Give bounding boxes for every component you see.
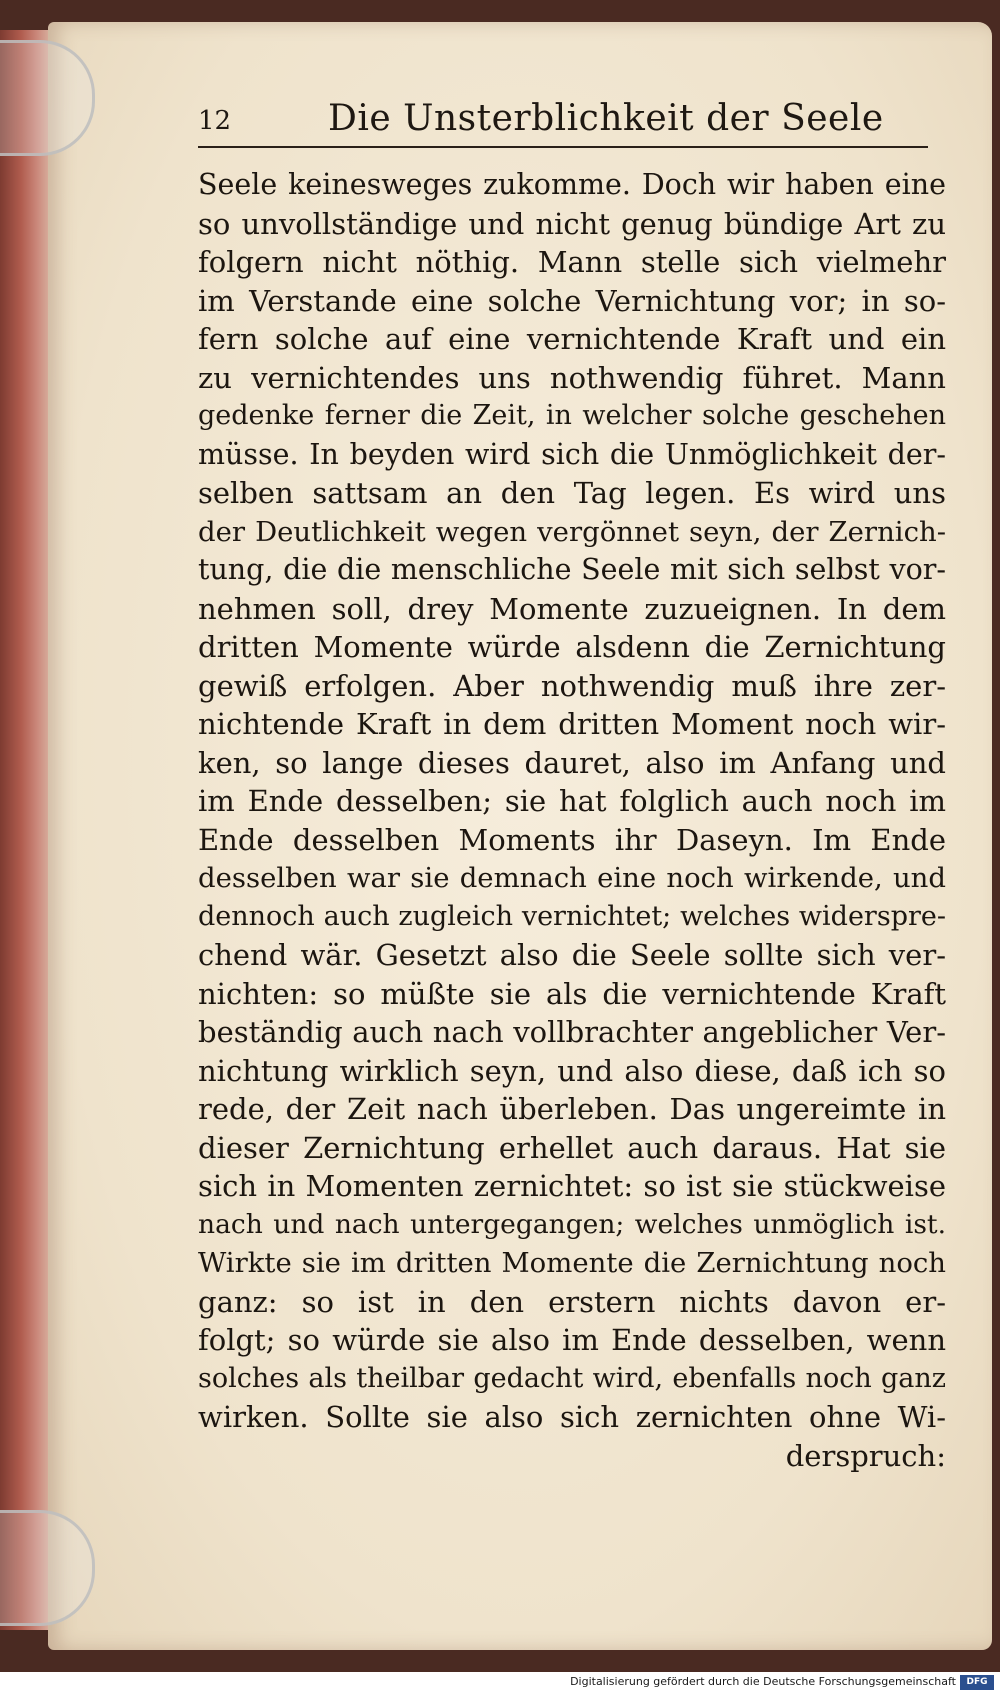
- dfg-logo: DFG: [960, 1675, 994, 1690]
- text-line: gewiß erfolgen. Aber nothwendig muß ihre zer-: [198, 668, 946, 703]
- text-line: solches als theilbar gedacht wird, ebenfalls noch ganz: [198, 1362, 946, 1394]
- text-line: der Deutlichkeit wegen vergönnet seyn, der Zernich-: [198, 515, 946, 548]
- text-line: sich in Momenten zernichtet: so ist sie stückweise: [198, 1169, 946, 1203]
- text-line: tung, die die menschliche Seele mit sich selbst vor-: [198, 553, 946, 586]
- text-line: nichten: so müßte sie als die vernichtende Kraft: [198, 976, 946, 1011]
- text-line: chend wär. Gesetzt also die Seele sollte sich ver-: [198, 938, 946, 972]
- text-line: nichtung wirklich seyn, und also diese, daß ich so: [198, 1053, 946, 1088]
- text-line: desselben war sie demnach eine noch wirkende, und: [198, 862, 946, 894]
- footer-bar: [0, 1672, 1000, 1693]
- text-line: zu vernichtendes uns nothwendig führet. Mann: [198, 360, 946, 395]
- text-line: Ende desselben Moments ihr Daseyn. Im Ende: [198, 822, 946, 857]
- text-line: wirken. Sollte sie also sich zernichten ohne Wi-: [198, 1400, 946, 1434]
- running-title: Die Unsterblichkeit der Seele: [328, 98, 884, 139]
- text-line: dennoch auch zugleich vernichtet; welches widerspre-: [198, 900, 946, 932]
- text-line: müsse. In beyden wird sich die Unmöglichkeit der-: [198, 437, 946, 471]
- text-line: im Verstande eine solche Vernichtung vor; in so-: [198, 283, 946, 318]
- page-number: 12: [198, 106, 232, 136]
- text-line: im Ende desselben; sie hat folglich auch noch im: [198, 784, 946, 818]
- page-header: [198, 96, 928, 148]
- text-line: ken, so lange dieses dauret, also im Anfang und: [198, 745, 946, 780]
- catchword: derspruch:: [785, 1438, 946, 1473]
- text-line: fern solche auf eine vernichtende Kraft und ein: [198, 322, 946, 356]
- text-line: selben sattsam an den Tag legen. Es wird uns: [198, 476, 946, 510]
- text-line: nichtende Kraft in dem dritten Moment noch wir-: [198, 707, 946, 741]
- text-line: folgt; so würde sie also im Ende desselben, wenn: [198, 1323, 946, 1357]
- text-line: nach und nach untergegangen; welches unmöglich ist.: [198, 1208, 946, 1240]
- text-line: nehmen soll, drey Momente zuzueignen. In dem: [198, 591, 946, 626]
- text-line: so unvollständige und nicht genug bündige Art zu: [198, 206, 946, 241]
- text-line: folgern nicht nöthig. Mann stelle sich vielmehr: [198, 245, 946, 279]
- body-text: [198, 166, 946, 1475]
- text-line: gedenke ferner die Zeit, in welcher solche geschehen: [198, 400, 946, 431]
- text-line: dritten Momente würde alsdenn die Zernichtung: [198, 630, 946, 664]
- text-line: Seele keinesweges zukomme. Doch wir haben eine: [198, 168, 946, 201]
- text-line: Wirkte sie im dritten Momente die Zernichtung noch: [198, 1247, 946, 1279]
- text-line: rede, der Zeit nach überleben. Das ungereimte in: [198, 1092, 946, 1126]
- digitization-credit: Digitalisierung gefördert durch die Deutsche Forschungsgemeinschaft: [570, 1675, 956, 1688]
- text-line: beständig auch nach vollbrachter angeblicher Ver-: [198, 1015, 946, 1049]
- text-line: ganz: so ist in den erstern nichts davon er-: [198, 1284, 946, 1319]
- text-line: dieser Zernichtung erhellet auch daraus. Hat sie: [198, 1130, 946, 1165]
